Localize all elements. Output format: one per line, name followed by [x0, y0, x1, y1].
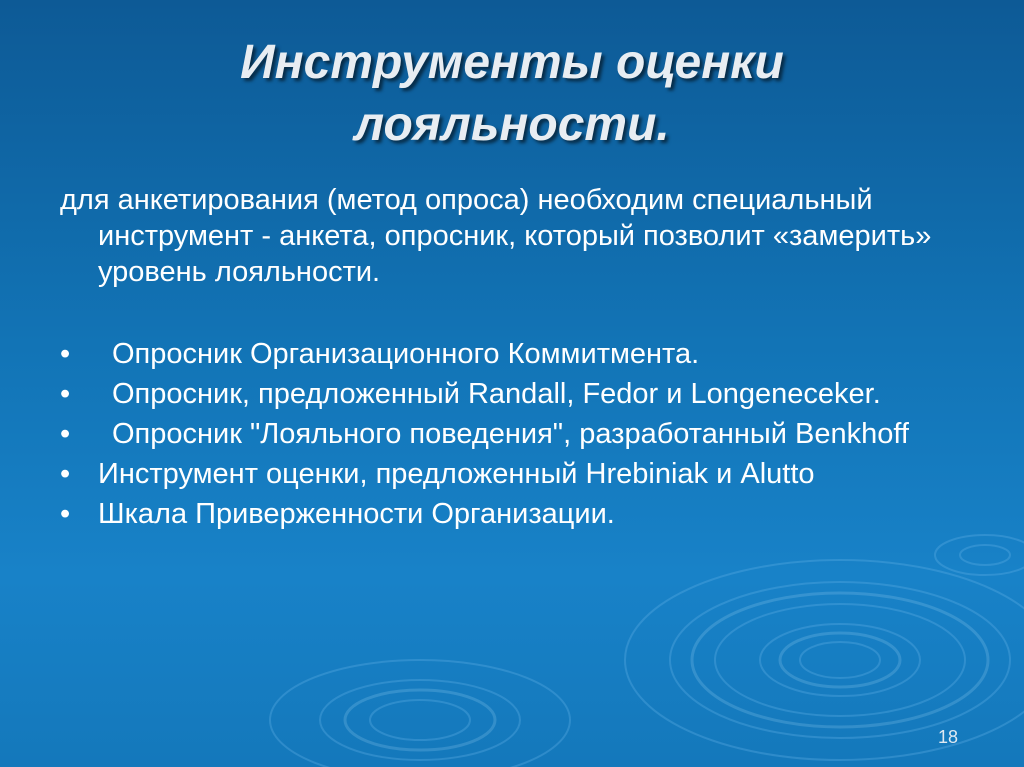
bullet-icon: •: [60, 458, 71, 490]
list-item-text: Опросник, предложенный Randall, Fedor и Longeneceker.: [112, 378, 881, 410]
slide-title-line-1: Инструменты оценки: [240, 36, 784, 89]
list-item: [60, 456, 980, 492]
list-item-text: Инструмент оценки, предложенный Hrebiniak и Alutto: [98, 458, 815, 490]
bullet-icon: •: [60, 378, 71, 410]
bullet-icon: •: [60, 418, 71, 450]
slide-title: [0, 32, 1024, 156]
intro-paragraph: для анкетирования (метод опроса) необходим специальный инструмент - анкета, опросник, который позволит «замерить» уровень лояльности.: [60, 184, 932, 288]
list-item-text: Шкала Приверженности Организации.: [98, 498, 615, 530]
list-item: [60, 496, 980, 532]
slide-title-line-2: лояльности.: [354, 98, 670, 151]
list-item: [60, 416, 980, 452]
bullet-icon: •: [60, 338, 71, 370]
bullet-list: [60, 336, 980, 532]
slide-body: [60, 182, 980, 536]
bullet-icon: •: [60, 498, 71, 530]
list-item: [60, 336, 980, 372]
list-item-text: Опросник "Лояльного поведения", разработанный Benkhoff: [112, 418, 909, 450]
list-item-text: Опросник Организационного Коммитмента.: [112, 338, 700, 370]
page-number: 18: [938, 727, 959, 747]
list-item: [60, 376, 980, 412]
